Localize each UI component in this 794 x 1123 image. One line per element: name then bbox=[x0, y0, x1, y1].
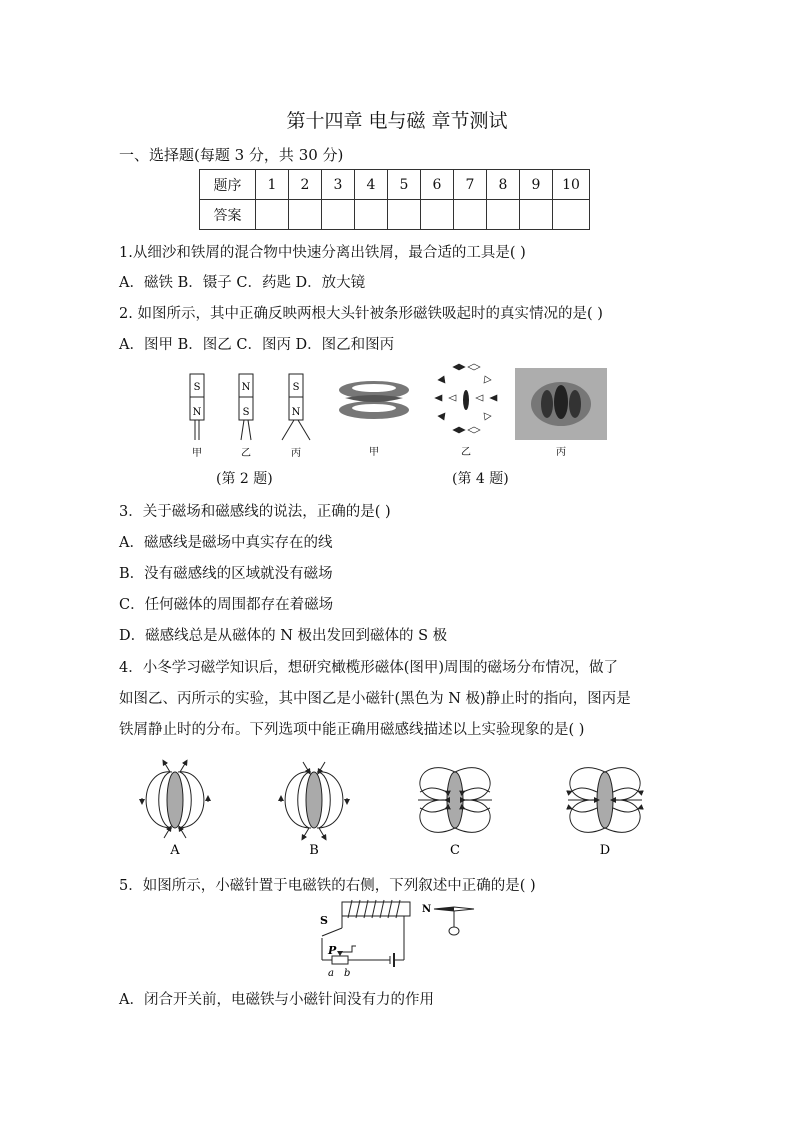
fig-label: 甲 bbox=[369, 447, 379, 458]
terminal-b-label: b bbox=[344, 968, 351, 979]
pole-label: S bbox=[193, 382, 201, 393]
q3-option-b: B．没有磁感线的区域就没有磁场 bbox=[119, 566, 333, 582]
q2-figure bbox=[178, 368, 328, 464]
table-header-cell: 答案 bbox=[200, 200, 256, 230]
pole-label: N bbox=[192, 407, 202, 418]
option-c-diagram bbox=[418, 768, 492, 833]
section-heading: 一、选择题(每题 3 分，共 30 分) bbox=[119, 146, 344, 164]
q3-option-a: A．磁感线是磁场中真实存在的线 bbox=[119, 535, 333, 551]
switch-label: S bbox=[320, 914, 328, 927]
table-cell: 5 bbox=[388, 170, 421, 200]
table-cell: 10 bbox=[553, 170, 590, 200]
table-header-cell: 题序 bbox=[200, 170, 256, 200]
option-d-diagram bbox=[568, 768, 642, 833]
q3-option-c: C．任何磁体的周围都存在着磁场 bbox=[119, 597, 334, 613]
table-cell: 4 bbox=[355, 170, 388, 200]
answer-cell[interactable] bbox=[553, 200, 590, 230]
q4-stem-line1: 4．小冬学习磁学知识后，想研究橄榄形磁体(图甲)周围的磁场分布情况，做了 bbox=[119, 660, 619, 676]
fig-label: 乙 bbox=[241, 448, 251, 459]
q4-figure bbox=[335, 362, 610, 464]
q1-stem: 1.从细沙和铁屑的混合物中快速分离出铁屑，最合适的工具是( ) bbox=[119, 245, 526, 261]
compass-needle-icon bbox=[434, 907, 474, 935]
answer-cell[interactable] bbox=[256, 200, 289, 230]
table-cell: 2 bbox=[289, 170, 322, 200]
answer-cell[interactable] bbox=[454, 200, 487, 230]
table-cell: 9 bbox=[520, 170, 553, 200]
table-cell: 3 bbox=[322, 170, 355, 200]
needle-n-label: N bbox=[422, 904, 432, 915]
magnet-bing bbox=[282, 374, 310, 459]
page-title: 第十四章 电与磁 章节测试 bbox=[286, 110, 508, 132]
option-label: C bbox=[450, 843, 460, 858]
q3-option-d: D．磁感线总是从磁体的 N 极出发回到磁体的 S 极 bbox=[119, 628, 448, 644]
answer-cell[interactable] bbox=[322, 200, 355, 230]
table-cell: 7 bbox=[454, 170, 487, 200]
option-b-diagram bbox=[281, 762, 347, 838]
fig-label: 乙 bbox=[461, 447, 471, 458]
q5-circuit-figure bbox=[312, 898, 482, 980]
iron-filings-bing bbox=[515, 368, 607, 458]
table-row bbox=[200, 200, 590, 230]
table-cell: 6 bbox=[421, 170, 454, 200]
table-cell: 1 bbox=[256, 170, 289, 200]
fig2-caption: (第 2 题) bbox=[216, 471, 273, 487]
pole-label: S bbox=[292, 382, 300, 393]
answer-cell[interactable] bbox=[421, 200, 454, 230]
answer-cell[interactable] bbox=[289, 200, 322, 230]
fig4-caption: (第 4 题) bbox=[452, 471, 509, 487]
option-label: A bbox=[170, 843, 180, 858]
pole-label: S bbox=[242, 407, 250, 418]
magnet-yi bbox=[239, 374, 253, 459]
q2-stem: 2. 如图所示，其中正确反映两根大头针被条形磁铁吸起时的真实情况的是( ) bbox=[119, 306, 603, 322]
q1-options: A．磁铁 B．镊子 C．药匙 D．放大镜 bbox=[119, 275, 366, 291]
answer-cell[interactable] bbox=[355, 200, 388, 230]
q2-options: A．图甲 B．图乙 C．图丙 D．图乙和图丙 bbox=[119, 337, 395, 353]
pole-label: N bbox=[241, 382, 251, 393]
olive-magnet-jia bbox=[339, 381, 409, 458]
compass-grid-yi bbox=[435, 364, 497, 458]
q4-options-figure bbox=[130, 758, 650, 860]
fig-label: 甲 bbox=[192, 448, 202, 459]
terminal-a-label: a bbox=[328, 968, 334, 979]
q4-stem-line2: 如图乙、丙所示的实验，其中图乙是小磁针(黑色为 N 极)静止时的指向，图丙是 bbox=[119, 691, 631, 707]
q5-stem: 5．如图所示，小磁针置于电磁铁的右侧，下列叙述中正确的是( ) bbox=[119, 878, 536, 894]
answer-cell[interactable] bbox=[487, 200, 520, 230]
q4-stem-line3: 铁屑静止时的分布。下列选项中能正确用磁感线描述以上实验现象的是( ) bbox=[119, 722, 585, 738]
fig-label: 丙 bbox=[291, 448, 301, 459]
answer-cell[interactable] bbox=[520, 200, 553, 230]
answer-table bbox=[199, 169, 590, 230]
fig-label: 丙 bbox=[556, 447, 566, 458]
pole-label: N bbox=[291, 407, 301, 418]
q3-stem: 3．关于磁场和磁感线的说法，正确的是( ) bbox=[119, 504, 391, 520]
q5-option-a: A．闭合开关前，电磁铁与小磁针间没有力的作用 bbox=[119, 992, 434, 1008]
table-row bbox=[200, 170, 590, 200]
option-a-diagram bbox=[142, 762, 208, 838]
slider-label: P bbox=[328, 944, 337, 957]
option-label: D bbox=[599, 843, 611, 858]
table-cell: 8 bbox=[487, 170, 520, 200]
magnet-jia bbox=[190, 374, 204, 459]
answer-cell[interactable] bbox=[388, 200, 421, 230]
option-label: B bbox=[309, 843, 319, 858]
